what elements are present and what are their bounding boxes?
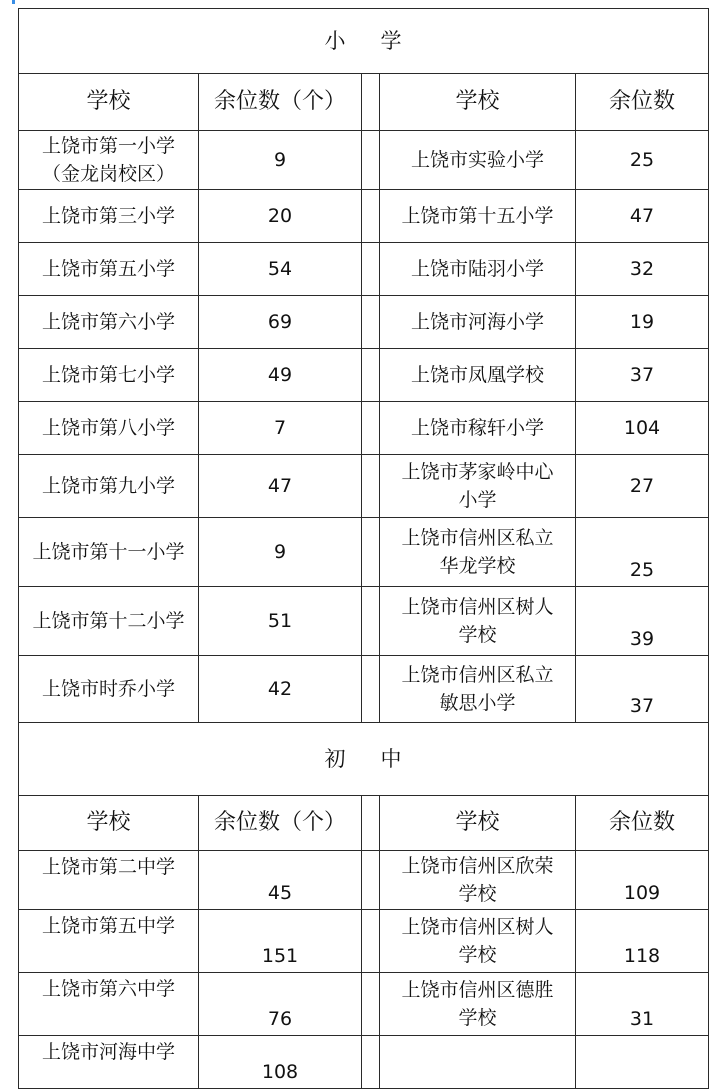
school-name-cell [380,1036,576,1089]
header-vacancy-right: 余位数 [576,796,709,851]
table-row [19,656,709,723]
school-name-cell [380,349,576,402]
school-name: 上饶市信州区私立 [401,527,554,549]
table-row [19,402,709,455]
header-school-right: 学校 [380,796,576,851]
table-row [19,1036,709,1089]
table-row [19,973,709,1036]
table-row [19,910,709,973]
vacancy-count: 32 [576,243,709,296]
vacancy-count: 9 [199,518,362,587]
vacancy-count: 27 [576,455,709,518]
school-name-cell [19,518,199,587]
middle-section-row [19,723,709,796]
vacancy-count: 31 [576,973,709,1036]
column-separator [362,131,380,190]
vacancy-count: 109 [576,851,709,910]
column-separator [362,518,380,587]
section-title-char: 小 [324,29,347,53]
vacancy-count: 104 [576,402,709,455]
school-name: 上饶市第三小学 [41,205,175,227]
table-row [19,518,709,587]
column-separator [362,349,380,402]
school-name: 上饶市实验小学 [410,149,544,171]
vacancy-count: 7 [199,402,362,455]
vacancy-count: 39 [576,587,709,656]
vacancy-table [18,8,709,1089]
school-name: 上饶市第八小学 [41,417,175,439]
table-row [19,455,709,518]
table-row [19,131,709,190]
school-name: 学校 [458,883,497,905]
column-separator [362,190,380,243]
table-row [19,587,709,656]
primary-section-title [19,9,709,74]
school-name: （金龙岗校区） [41,163,175,185]
school-name-cell [19,131,199,190]
column-separator [362,1036,380,1089]
header-school: 学校 [19,796,199,851]
school-name-cell [380,656,576,723]
school-name: 上饶市稼轩小学 [410,417,544,439]
vacancy-count: 19 [576,296,709,349]
school-name-cell [380,243,576,296]
school-name: 上饶市信州区私立 [401,664,554,686]
school-name-cell [19,296,199,349]
school-name: 上饶市第二中学 [41,856,175,878]
school-name-cell [380,131,576,190]
school-name: 上饶市第五中学 [41,915,175,937]
column-separator [362,656,380,723]
vacancy-count: 25 [576,518,709,587]
table-row [19,296,709,349]
school-name: 学校 [458,1007,497,1029]
column-separator [362,296,380,349]
school-name: 华龙学校 [439,555,516,577]
header-vacancy: 余位数（个） [199,74,362,131]
school-name-cell [19,851,199,910]
vacancy-count: 20 [199,190,362,243]
column-separator [362,851,380,910]
school-name-cell [380,518,576,587]
school-name: 上饶市河海小学 [410,311,544,333]
school-name-cell [19,402,199,455]
vacancy-count: 76 [199,973,362,1036]
school-name: 上饶市茅家岭中心 [401,461,554,483]
column-separator [362,243,380,296]
school-name: 上饶市第五小学 [41,258,175,280]
school-name-cell [380,587,576,656]
school-name-cell [380,910,576,973]
school-name: 上饶市河海中学 [41,1041,175,1063]
header-school-right: 学校 [380,74,576,131]
school-name: 上饶市第九小学 [41,475,175,497]
school-name-cell [19,973,199,1036]
vacancy-count: 45 [199,851,362,910]
school-name: 上饶市第十五小学 [401,205,554,227]
school-name: 上饶市凤凰学校 [410,364,544,386]
school-name: 上饶市第六小学 [41,311,175,333]
table-row [19,190,709,243]
school-name-cell [380,455,576,518]
vacancy-table-body [19,9,709,1089]
primary-section-row [19,9,709,74]
school-name: 上饶市信州区树人 [401,596,554,618]
vacancy-count: 42 [199,656,362,723]
school-name-cell [19,455,199,518]
school-name: 上饶市第一小学 [41,135,175,157]
school-name-cell [380,190,576,243]
school-name-cell [19,243,199,296]
table-row [19,349,709,402]
column-separator [362,402,380,455]
vacancy-count: 37 [576,349,709,402]
school-name: 上饶市第七小学 [41,364,175,386]
school-name-cell [380,402,576,455]
vacancy-count: 51 [199,587,362,656]
section-title-char: 初 [324,747,347,771]
school-name-cell [19,349,199,402]
section-title-char: 学 [380,29,403,53]
vacancy-count: 25 [576,131,709,190]
vacancy-count: 69 [199,296,362,349]
vacancy-count [576,1036,709,1089]
vacancy-count: 47 [199,455,362,518]
section-title-char: 中 [380,747,403,771]
school-name: 上饶市时乔小学 [41,678,175,700]
header-vacancy-right: 余位数 [576,74,709,131]
school-name-cell [380,851,576,910]
school-name-cell [19,910,199,973]
school-name-cell [19,656,199,723]
vacancy-count: 108 [199,1036,362,1089]
header-vacancy: 余位数（个） [199,796,362,851]
column-separator [362,910,380,973]
column-separator [362,587,380,656]
vacancy-count: 54 [199,243,362,296]
school-name: 上饶市第十一小学 [32,541,185,563]
column-separator [362,455,380,518]
primary-header-row [19,74,709,131]
vacancy-count: 118 [576,910,709,973]
school-name-cell [380,973,576,1036]
vacancy-count: 49 [199,349,362,402]
middle-section-title [19,723,709,796]
school-name: 上饶市信州区树人 [401,916,554,938]
school-name: 学校 [458,624,497,646]
school-name: 上饶市陆羽小学 [410,258,544,280]
middle-header-row [19,796,709,851]
school-name: 上饶市第十二小学 [32,610,185,632]
vacancy-count: 47 [576,190,709,243]
school-name: 敏思小学 [439,692,516,714]
school-name-cell [19,1036,199,1089]
school-name-cell [380,296,576,349]
school-name-cell [19,190,199,243]
column-separator [362,74,380,131]
header-school: 学校 [19,74,199,131]
vacancy-count: 9 [199,131,362,190]
column-separator [362,973,380,1036]
table-row [19,243,709,296]
table-row [19,851,709,910]
school-name: 上饶市信州区德胜 [401,979,554,1001]
vacancy-count: 151 [199,910,362,973]
column-separator [362,796,380,851]
school-name: 上饶市第六中学 [41,978,175,1000]
school-name: 学校 [458,944,497,966]
school-name: 上饶市信州区欣荣 [401,855,554,877]
school-name: 小学 [458,489,497,511]
vacancy-count: 37 [576,656,709,723]
school-name-cell [19,587,199,656]
top-accent-mark [12,0,15,4]
